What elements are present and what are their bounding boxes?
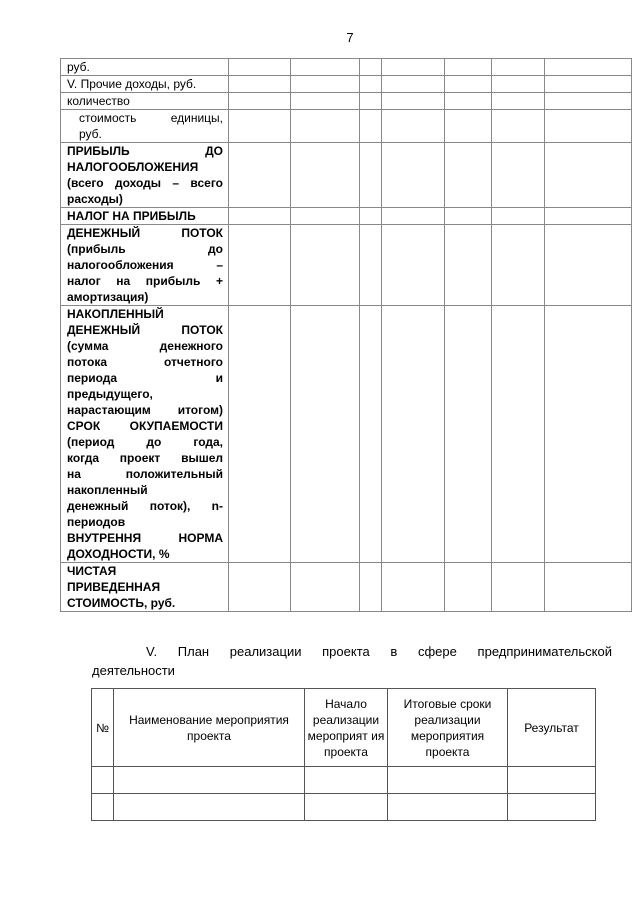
plan-cell[interactable] (92, 794, 114, 821)
fin-value-cell[interactable] (445, 563, 492, 612)
plan-header-row (92, 689, 596, 767)
fin-label-line: налогообложения – (67, 258, 223, 272)
fin-value-cell[interactable] (291, 306, 360, 563)
fin-value-cell[interactable] (382, 59, 445, 76)
fin-label-line: (всего доходы – всего (67, 176, 223, 190)
fin-value-cell[interactable] (492, 93, 545, 110)
col-activity-name-header: Наименование мероприятия проекта (114, 689, 305, 767)
fin-label-line: периода и (67, 371, 223, 385)
plan-cell[interactable] (114, 767, 305, 794)
fin-value-cell[interactable] (229, 143, 291, 208)
col-final-deadline-header: Итоговые сроки реализации мероприятия проекта (388, 689, 508, 767)
fin-label-line: ПРИВЕДЕННАЯ (67, 580, 161, 594)
plan-cell[interactable] (508, 794, 596, 821)
fin-value-cell[interactable] (445, 59, 492, 76)
fin-value-cell[interactable] (291, 93, 360, 110)
fin-value-cell[interactable] (360, 563, 382, 612)
fin-row (61, 76, 632, 93)
fin-row (61, 93, 632, 110)
plan-cell[interactable] (388, 767, 508, 794)
fin-value-cell[interactable] (492, 563, 545, 612)
fin-row-label (61, 110, 229, 143)
fin-label-line: НАКОПЛЕННЫЙ (67, 307, 164, 321)
fin-value-cell[interactable] (291, 143, 360, 208)
section-title (92, 642, 612, 680)
fin-value-cell[interactable] (360, 93, 382, 110)
fin-value-cell[interactable] (545, 306, 632, 563)
plan-cell[interactable] (305, 767, 388, 794)
fin-value-cell[interactable] (492, 110, 545, 143)
fin-value-cell[interactable] (382, 225, 445, 306)
fin-row (61, 225, 632, 306)
fin-value-cell[interactable] (382, 143, 445, 208)
fin-label-line: налог на прибыль + (67, 274, 223, 288)
fin-value-cell[interactable] (382, 76, 445, 93)
fin-value-cell[interactable] (291, 225, 360, 306)
fin-value-cell[interactable] (360, 76, 382, 93)
fin-label-line: нарастающим итогом) (67, 403, 223, 417)
fin-value-cell[interactable] (545, 208, 632, 225)
fin-value-cell[interactable] (382, 306, 445, 563)
fin-row (61, 143, 632, 208)
fin-row (61, 563, 632, 612)
fin-value-cell[interactable] (492, 76, 545, 93)
fin-value-cell[interactable] (545, 143, 632, 208)
fin-row-label (61, 208, 229, 225)
fin-value-cell[interactable] (291, 110, 360, 143)
project-plan-table (91, 688, 596, 821)
fin-label-line: НАЛОГООБЛОЖЕНИЯ (67, 160, 199, 174)
fin-row-label (61, 563, 229, 612)
fin-value-cell[interactable] (360, 306, 382, 563)
fin-label-line: (прибыль до (67, 242, 223, 256)
fin-row-label (61, 143, 229, 208)
plan-cell[interactable] (388, 794, 508, 821)
fin-row-label (61, 225, 229, 306)
fin-row-label (61, 76, 229, 93)
fin-value-cell[interactable] (492, 59, 545, 76)
fin-value-cell[interactable] (229, 208, 291, 225)
fin-label-line: V. Прочие доходы, руб. (67, 77, 197, 91)
fin-value-cell[interactable] (360, 225, 382, 306)
fin-value-cell[interactable] (445, 143, 492, 208)
section-title-line-2: деятельности (92, 663, 175, 678)
fin-value-cell[interactable] (382, 93, 445, 110)
plan-cell[interactable] (114, 794, 305, 821)
fin-label-line: СТОИМОСТЬ, руб. (67, 596, 176, 610)
plan-row (92, 767, 596, 794)
fin-value-cell[interactable] (291, 563, 360, 612)
fin-value-cell[interactable] (291, 208, 360, 225)
fin-value-cell[interactable] (229, 225, 291, 306)
fin-label-line: руб. (79, 127, 102, 141)
fin-value-cell[interactable] (360, 143, 382, 208)
fin-value-cell[interactable] (229, 563, 291, 612)
fin-value-cell[interactable] (492, 143, 545, 208)
fin-value-cell[interactable] (545, 225, 632, 306)
fin-value-cell[interactable] (445, 306, 492, 563)
fin-value-cell[interactable] (492, 306, 545, 563)
fin-label-line: руб. (67, 60, 90, 74)
fin-label-line: на положительный (67, 467, 223, 481)
fin-value-cell[interactable] (229, 76, 291, 93)
fin-row (61, 208, 632, 225)
fin-label-line: стоимость единицы, (79, 111, 223, 125)
fin-value-cell[interactable] (445, 110, 492, 143)
plan-cell[interactable] (92, 767, 114, 794)
fin-label-line: НАЛОГ НА ПРИБЫЛЬ (67, 209, 196, 223)
fin-value-cell[interactable] (291, 59, 360, 76)
fin-label-line: (период до года, (67, 435, 223, 449)
fin-label-line: накопленный (67, 483, 148, 497)
fin-value-cell[interactable] (545, 563, 632, 612)
fin-value-cell[interactable] (545, 93, 632, 110)
fin-value-cell[interactable] (545, 76, 632, 93)
fin-label-line: денежный поток), n- (67, 499, 223, 513)
fin-value-cell[interactable] (360, 110, 382, 143)
fin-row (61, 59, 632, 76)
col-result-header: Результат (508, 689, 596, 767)
fin-value-cell[interactable] (492, 208, 545, 225)
fin-value-cell[interactable] (229, 93, 291, 110)
fin-label-line: когда проект вышел (67, 451, 223, 465)
col-start-header: Начало реализации мероприят ия проекта (305, 689, 388, 767)
fin-value-cell[interactable] (382, 563, 445, 612)
fin-value-cell[interactable] (382, 110, 445, 143)
fin-value-cell[interactable] (291, 76, 360, 93)
col-number-header: № (92, 689, 114, 767)
fin-value-cell[interactable] (382, 208, 445, 225)
fin-label-line: предыдущего, (67, 387, 153, 401)
financial-indicators-table (60, 58, 632, 612)
fin-label-line: ДЕНЕЖНЫЙ ПОТОК (67, 226, 223, 240)
fin-row-label (61, 306, 229, 563)
fin-value-cell[interactable] (445, 76, 492, 93)
plan-cell[interactable] (305, 794, 388, 821)
fin-label-line: ВНУТРЕННЯ НОРМА (67, 531, 223, 545)
fin-label-line: ДЕНЕЖНЫЙ ПОТОК (67, 323, 223, 337)
fin-label-line: расходы) (67, 192, 123, 206)
section-title-line-1: V. План реализации проекта в сфере предпринимательской (146, 644, 612, 659)
fin-label-line: СРОК ОКУПАЕМОСТИ (67, 419, 223, 433)
fin-row (61, 306, 632, 563)
fin-value-cell[interactable] (229, 306, 291, 563)
fin-value-cell[interactable] (445, 208, 492, 225)
fin-value-cell[interactable] (229, 59, 291, 76)
fin-row-label (61, 59, 229, 76)
fin-row-label (61, 93, 229, 110)
fin-value-cell[interactable] (229, 110, 291, 143)
fin-label-line: периодов (67, 515, 126, 529)
fin-value-cell[interactable] (360, 59, 382, 76)
fin-label-line: ПРИБЫЛЬ ДО (67, 144, 223, 158)
fin-label-line: ЧИСТАЯ (67, 564, 117, 578)
fin-value-cell[interactable] (545, 110, 632, 143)
plan-cell[interactable] (508, 767, 596, 794)
fin-row (61, 110, 632, 143)
fin-value-cell[interactable] (445, 225, 492, 306)
fin-label-line: ДОХОДНОСТИ, % (67, 547, 170, 561)
page-number: 7 (346, 30, 354, 45)
fin-value-cell[interactable] (492, 225, 545, 306)
fin-label-line: (сумма денежного (67, 339, 223, 353)
fin-value-cell[interactable] (545, 59, 632, 76)
fin-label-line: количество (67, 94, 130, 108)
plan-row (92, 794, 596, 821)
fin-label-line: амортизация) (67, 290, 149, 304)
fin-value-cell[interactable] (445, 93, 492, 110)
fin-value-cell[interactable] (360, 208, 382, 225)
fin-label-line: потока отчетного (67, 355, 223, 369)
